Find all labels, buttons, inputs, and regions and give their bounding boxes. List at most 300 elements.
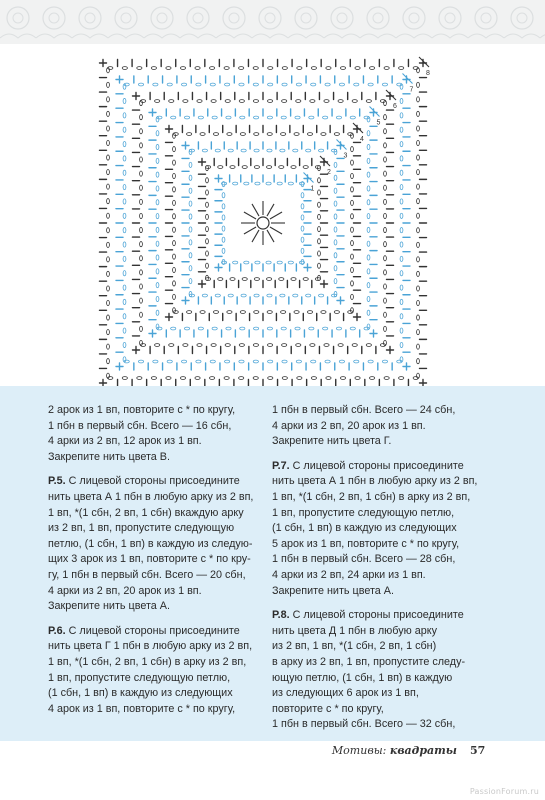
- chain-stitch: [297, 67, 302, 70]
- chain-stitch: [293, 294, 298, 297]
- chain-stitch: [242, 166, 247, 169]
- chain-stitch: [107, 111, 110, 116]
- chain-stitch: [318, 190, 321, 195]
- chain-stitch: [156, 200, 159, 205]
- chain-stitch: [334, 175, 337, 180]
- chain-stitch: [153, 83, 158, 86]
- chain-stitch: [293, 149, 298, 152]
- chain-stitch: [268, 360, 273, 363]
- text-line: нить цвета А 1 пбн в любую арку из 2 вп,: [272, 475, 478, 488]
- chain-stitch: [206, 214, 209, 219]
- chain-stitch: [279, 278, 284, 281]
- chain-stitch: [417, 242, 420, 247]
- footer-section-bold: квадраты: [389, 744, 457, 757]
- chain-stitch: [350, 116, 355, 119]
- chain-stitch: [384, 284, 387, 289]
- chain-stitch: [350, 327, 355, 330]
- chain-stitch: [224, 67, 229, 70]
- chain-stitch: [222, 248, 225, 253]
- chain-stitch: [321, 133, 326, 136]
- chain-stitch: [367, 283, 370, 288]
- chain-stitch: [417, 228, 420, 233]
- text-line: из следующих 6 арок из 1 вп,: [272, 687, 419, 700]
- round-number-label: 7: [409, 86, 414, 94]
- chain-stitch: [367, 227, 370, 232]
- chain-stitch: [107, 344, 110, 349]
- chain-stitch: [218, 278, 223, 281]
- chain-stitch: [296, 344, 301, 347]
- chain-stitch: [153, 360, 158, 363]
- chain-stitch: [384, 326, 387, 331]
- chain-stitch: [400, 299, 403, 304]
- chain-stitch: [268, 377, 273, 380]
- chain-stitch: [366, 344, 371, 347]
- chain-stitch: [253, 344, 258, 347]
- chain-stitch: [240, 133, 245, 136]
- lace-motif: [396, 7, 432, 38]
- chain-stitch: [351, 214, 354, 219]
- chain-stitch: [351, 281, 354, 286]
- chain-stitch: [211, 100, 216, 103]
- chain-stitch: [295, 116, 300, 119]
- chain-stitch: [215, 294, 220, 297]
- chain-stitch: [351, 187, 354, 192]
- left-column: [48, 403, 263, 717]
- chain-stitch: [417, 169, 420, 174]
- chain-stitch: [140, 340, 143, 345]
- chain-stitch: [384, 242, 387, 247]
- chain-stitch: [167, 83, 172, 86]
- lace-motif: [36, 7, 72, 38]
- chain-stitch: [107, 213, 110, 218]
- chain-stitch: [334, 240, 337, 245]
- chain-stitch: [367, 296, 370, 301]
- chain-stitch: [173, 254, 176, 259]
- chain-stitch: [169, 100, 174, 103]
- chain-stitch: [230, 278, 235, 281]
- lace-motif: [108, 7, 144, 38]
- chain-stitch: [107, 97, 110, 102]
- chain-stitch: [355, 67, 360, 70]
- text-line: в арку из 2 вп, 1 вп, пропустите следу-: [272, 655, 466, 668]
- chain-stitch: [123, 271, 126, 276]
- chain-stitch: [384, 171, 387, 176]
- corner-arc: [403, 74, 413, 84]
- chain-stitch: [167, 360, 172, 363]
- chain-stitch: [107, 140, 110, 145]
- chain-stitch: [173, 200, 176, 205]
- text-line: С лицевой стороны присоедините: [289, 459, 464, 472]
- chain-stitch: [325, 83, 330, 86]
- text-line: нить цвета А 1 пбн в любую арку из 2 вп,: [48, 490, 254, 503]
- chain-stitch: [334, 133, 339, 136]
- chain-stitch: [173, 281, 176, 286]
- center-stitch: [252, 230, 259, 242]
- chain-stitch: [240, 116, 245, 119]
- chain-stitch: [324, 344, 329, 347]
- chain-stitch: [171, 327, 176, 330]
- chain-stitch: [230, 166, 235, 169]
- chain-stitch: [351, 294, 354, 299]
- chain-stitch: [267, 116, 272, 119]
- chain-stitch: [324, 100, 329, 103]
- row-label: Р.8.: [272, 609, 290, 622]
- lace-ornament: [0, 0, 545, 44]
- chain-stitch: [326, 67, 331, 70]
- chain-stitch: [282, 377, 287, 380]
- chain-stitch: [166, 377, 171, 380]
- chain-stitch: [351, 254, 354, 259]
- chain-stitch: [277, 182, 282, 185]
- chain-stitch: [367, 310, 370, 315]
- chain-stitch: [319, 294, 324, 297]
- text-line: петлю, (1 сбн, 1 вп) в каждую из следую-: [48, 537, 253, 550]
- chain-stitch: [367, 117, 370, 122]
- round-number-label: 8: [426, 70, 430, 77]
- chain-stitch: [173, 187, 176, 192]
- row-label: Р.6.: [48, 624, 66, 637]
- chain-stitch: [123, 314, 126, 319]
- instructions-panel: [0, 386, 545, 741]
- chain-stitch: [309, 327, 314, 330]
- chain-stitch: [240, 311, 245, 314]
- chain-stitch: [107, 82, 110, 87]
- chain-stitch: [187, 133, 192, 136]
- chain-stitch: [254, 133, 259, 136]
- chain-stitch: [281, 327, 286, 330]
- chain-stitch: [351, 173, 354, 178]
- chain-stitch: [334, 253, 337, 258]
- chain-stitch: [309, 116, 314, 119]
- chain-stitch: [340, 377, 345, 380]
- chain-stitch: [384, 256, 387, 261]
- chain-stitch: [140, 284, 143, 289]
- chain-stitch: [123, 185, 126, 190]
- chain-stitch: [351, 267, 354, 272]
- lace-motif: [468, 7, 504, 38]
- corner-arc: [337, 140, 347, 150]
- chain-stitch: [318, 214, 321, 219]
- lace-motif: [288, 7, 324, 38]
- round-number-label: 6: [393, 103, 397, 110]
- chain-stitch: [380, 344, 385, 347]
- text-line: 4 арки из 2 вп, 20 арок из 1 вп.: [48, 584, 202, 597]
- chain-stitch: [368, 360, 373, 363]
- chain-stitch: [294, 133, 299, 136]
- text-line: 1 пбн в первый сбн. Всего — 24 сбн,: [272, 404, 456, 416]
- row-6-instructions: [48, 624, 263, 718]
- chain-stitch: [189, 162, 192, 167]
- chain-stitch: [189, 253, 192, 258]
- chain-stitch: [400, 170, 403, 175]
- chain-stitch: [187, 311, 192, 314]
- chain-stitch: [123, 242, 126, 247]
- chain-stitch: [107, 300, 110, 305]
- chain-stitch: [384, 227, 387, 232]
- chain-stitch: [254, 166, 259, 169]
- chain-stitch: [323, 116, 328, 119]
- chain-stitch: [228, 149, 233, 152]
- chain-stitch: [267, 100, 272, 103]
- chain-stitch: [301, 226, 304, 231]
- chain-stitch: [140, 227, 143, 232]
- chain-stitch: [351, 227, 354, 232]
- chain-stitch: [268, 83, 273, 86]
- text-line: щих 3 арок из 1 вп, повторите с * по кру-: [48, 553, 251, 566]
- chain-stitch: [296, 83, 301, 86]
- chain-stitch: [303, 166, 308, 169]
- chain-stitch: [417, 111, 420, 116]
- chain-stitch: [352, 344, 357, 347]
- chain-stitch: [140, 298, 143, 303]
- center-stitch: [252, 204, 259, 216]
- chain-stitch: [123, 113, 126, 118]
- chain-stitch: [227, 133, 232, 136]
- chain-stitch: [156, 144, 159, 149]
- chain-stitch: [244, 261, 249, 264]
- corner-arc: [304, 173, 314, 183]
- chain-stitch: [417, 257, 420, 262]
- round-number-label: 2: [327, 169, 331, 176]
- chain-stitch: [325, 360, 330, 363]
- chain-stitch: [209, 377, 214, 380]
- chain-stitch: [202, 149, 207, 152]
- chain-stitch: [151, 377, 156, 380]
- chain-stitch: [225, 344, 230, 347]
- watermark: PassionForum.ru: [469, 787, 539, 796]
- chain-stitch: [382, 360, 387, 363]
- chain-stitch: [173, 214, 176, 219]
- chain-stitch: [352, 100, 357, 103]
- chain-stitch: [400, 328, 403, 333]
- chain-stitch: [301, 204, 304, 209]
- chain-stitch: [280, 149, 285, 152]
- text-line: С лицевой стороны присоедините: [65, 624, 240, 637]
- chain-stitch: [417, 97, 420, 102]
- chain-stitch: [295, 327, 300, 330]
- chain-stitch: [140, 270, 143, 275]
- chain-stitch: [351, 200, 354, 205]
- chain-stitch: [380, 100, 385, 103]
- chain-stitch: [367, 158, 370, 163]
- chain-stitch: [123, 228, 126, 233]
- chain-stitch: [156, 241, 159, 246]
- chain-stitch: [156, 172, 159, 177]
- chain-stitch: [155, 344, 160, 347]
- chain-stitch: [336, 116, 341, 119]
- chain-stitch: [351, 160, 354, 165]
- chain-stitch: [212, 327, 217, 330]
- text-line: 4 арки из 2 вп, 20 арок из 1 вп.: [272, 419, 426, 432]
- lace-motif: [540, 7, 545, 38]
- chain-stitch: [184, 327, 189, 330]
- text-line: 1 вп, *(1 сбн, 2 вп, 1 сбн) вкаждую арку: [48, 506, 244, 519]
- chain-stitch: [417, 82, 420, 87]
- chain-stitch: [267, 327, 272, 330]
- chain-stitch: [107, 228, 110, 233]
- text-line: 2 арок из 1 вп, повторите с * по кругу,: [48, 404, 236, 416]
- text-line: С лицевой стороны присоедините: [65, 475, 240, 488]
- text-line: нить цвета Г 1 пбн в любую арку из 2 вп,: [48, 640, 253, 653]
- chain-stitch: [156, 213, 159, 218]
- chain-stitch: [202, 294, 207, 297]
- crochet-square-diagram: [108, 68, 430, 378]
- chain-stitch: [338, 344, 343, 347]
- center-stitch: [267, 230, 274, 242]
- chain-stitch: [225, 83, 230, 86]
- round-number-label: 4: [360, 136, 364, 143]
- chain-stitch: [417, 315, 420, 320]
- chain-stitch: [140, 213, 143, 218]
- text-line: Закрепите нить цвета В.: [48, 450, 171, 463]
- chain-stitch: [140, 129, 143, 134]
- chain-stitch: [140, 100, 143, 105]
- chain-stitch: [197, 100, 202, 103]
- text-line: 1 вп, пропустите следующую петлю,: [48, 671, 231, 684]
- chain-stitch: [156, 158, 159, 163]
- text-line: из 2 вп, 1 вп, пропустите следующую: [48, 522, 235, 535]
- chain-stitch: [189, 188, 192, 193]
- chain-stitch: [209, 67, 214, 70]
- chain-stitch: [156, 283, 159, 288]
- chain-stitch: [210, 83, 215, 86]
- chain-stitch: [417, 359, 420, 364]
- chain-stitch: [107, 184, 110, 189]
- chain-stitch: [417, 271, 420, 276]
- chain-stitch: [384, 157, 387, 162]
- chain-stitch: [354, 83, 359, 86]
- chain-stitch: [242, 278, 247, 281]
- chain-stitch: [107, 329, 110, 334]
- chain-stitch: [266, 261, 271, 264]
- chain-stitch: [307, 133, 312, 136]
- corner-arc: [370, 107, 380, 117]
- center-stitch: [244, 212, 256, 219]
- lace-motif: [180, 7, 216, 38]
- chain-stitch: [301, 215, 304, 220]
- crochet-chart-area: [0, 44, 545, 386]
- chain-stitch: [183, 100, 188, 103]
- chain-stitch: [156, 255, 159, 260]
- round-number-label: 5: [376, 119, 381, 127]
- chain-stitch: [340, 67, 345, 70]
- text-line: 1 вп, *(1 сбн, 2 вп, 1 сбн) в арку из 2 вп,: [272, 490, 471, 503]
- chain-stitch: [318, 239, 321, 244]
- chain-stitch: [384, 129, 387, 134]
- chain-stitch: [384, 199, 387, 204]
- chain-stitch: [338, 100, 343, 103]
- chain-stitch: [233, 261, 238, 264]
- chain-stitch: [400, 98, 403, 103]
- chain-stitch: [140, 157, 143, 162]
- chain-stitch: [369, 67, 374, 70]
- chain-stitch: [195, 67, 200, 70]
- chain-stitch: [222, 237, 225, 242]
- chain-stitch: [240, 327, 245, 330]
- chain-stitch: [280, 294, 285, 297]
- chain-stitch: [254, 278, 259, 281]
- chain-stitch: [288, 182, 293, 185]
- row-label: Р.7.: [272, 459, 290, 472]
- chain-stitch: [351, 147, 354, 152]
- chain-stitch: [222, 215, 225, 220]
- chain-stitch: [282, 100, 287, 103]
- chain-stitch: [122, 377, 127, 380]
- chain-stitch: [215, 149, 220, 152]
- chain-stitch: [368, 83, 373, 86]
- chain-stitch: [399, 377, 404, 380]
- footer-section: Мотивы:: [331, 744, 390, 757]
- chain-stitch: [417, 286, 420, 291]
- chain-stitch: [310, 100, 315, 103]
- chain-stitch: [156, 227, 159, 232]
- chain-stitch: [212, 116, 217, 119]
- chain-stitch: [140, 312, 143, 317]
- chain-stitch: [200, 311, 205, 314]
- chain-stitch: [140, 185, 143, 190]
- chain-stitch: [253, 327, 258, 330]
- chain-stitch: [198, 116, 203, 119]
- lace-motif: [504, 7, 540, 38]
- chain-stitch: [122, 67, 127, 70]
- chain-stitch: [306, 294, 311, 297]
- chain-stitch: [123, 342, 126, 347]
- chain-stitch: [311, 67, 316, 70]
- text-line: 1 вп, пропустите следующую петлю,: [272, 506, 455, 519]
- chain-stitch: [140, 344, 145, 347]
- chain-stitch: [225, 100, 230, 103]
- chain-stitch: [367, 200, 370, 205]
- chain-stitch: [211, 344, 216, 347]
- chain-stitch: [267, 133, 272, 136]
- chain-stitch: [297, 377, 302, 380]
- chain-stitch: [123, 156, 126, 161]
- chain-stitch: [417, 199, 420, 204]
- chain-stitch: [400, 213, 403, 218]
- chain-stitch: [301, 248, 304, 253]
- chain-stitch: [267, 149, 272, 152]
- chain-stitch: [173, 160, 176, 165]
- chain-stitch: [339, 83, 344, 86]
- chain-stitch: [140, 199, 143, 204]
- chain-stitch: [384, 298, 387, 303]
- chain-stitch: [140, 100, 145, 103]
- chain-stitch: [267, 294, 272, 297]
- text-line: Закрепите нить цвета А.: [272, 584, 395, 597]
- chain-stitch: [384, 115, 387, 120]
- chain-stitch: [400, 141, 403, 146]
- chain-stitch: [323, 327, 328, 330]
- chain-stitch: [400, 342, 403, 347]
- chain-stitch: [156, 269, 159, 274]
- chain-stitch: [279, 166, 284, 169]
- chain-stitch: [255, 182, 260, 185]
- chain-stitch: [200, 133, 205, 136]
- chain-stitch: [336, 327, 341, 330]
- chain-stitch: [384, 143, 387, 148]
- corner-arc: [419, 57, 429, 67]
- running-footer: [332, 744, 457, 757]
- chain-stitch: [400, 271, 403, 276]
- chain-stitch: [334, 214, 337, 219]
- chain-stitch: [173, 147, 176, 152]
- chain-stitch: [384, 67, 389, 70]
- chain-stitch: [311, 360, 316, 363]
- chain-stitch: [151, 67, 156, 70]
- chain-stitch: [266, 182, 271, 185]
- chain-stitch: [181, 83, 186, 86]
- text-line: гу, 1 пбн в первый сбн. Всего — 20 сбн,: [48, 568, 246, 581]
